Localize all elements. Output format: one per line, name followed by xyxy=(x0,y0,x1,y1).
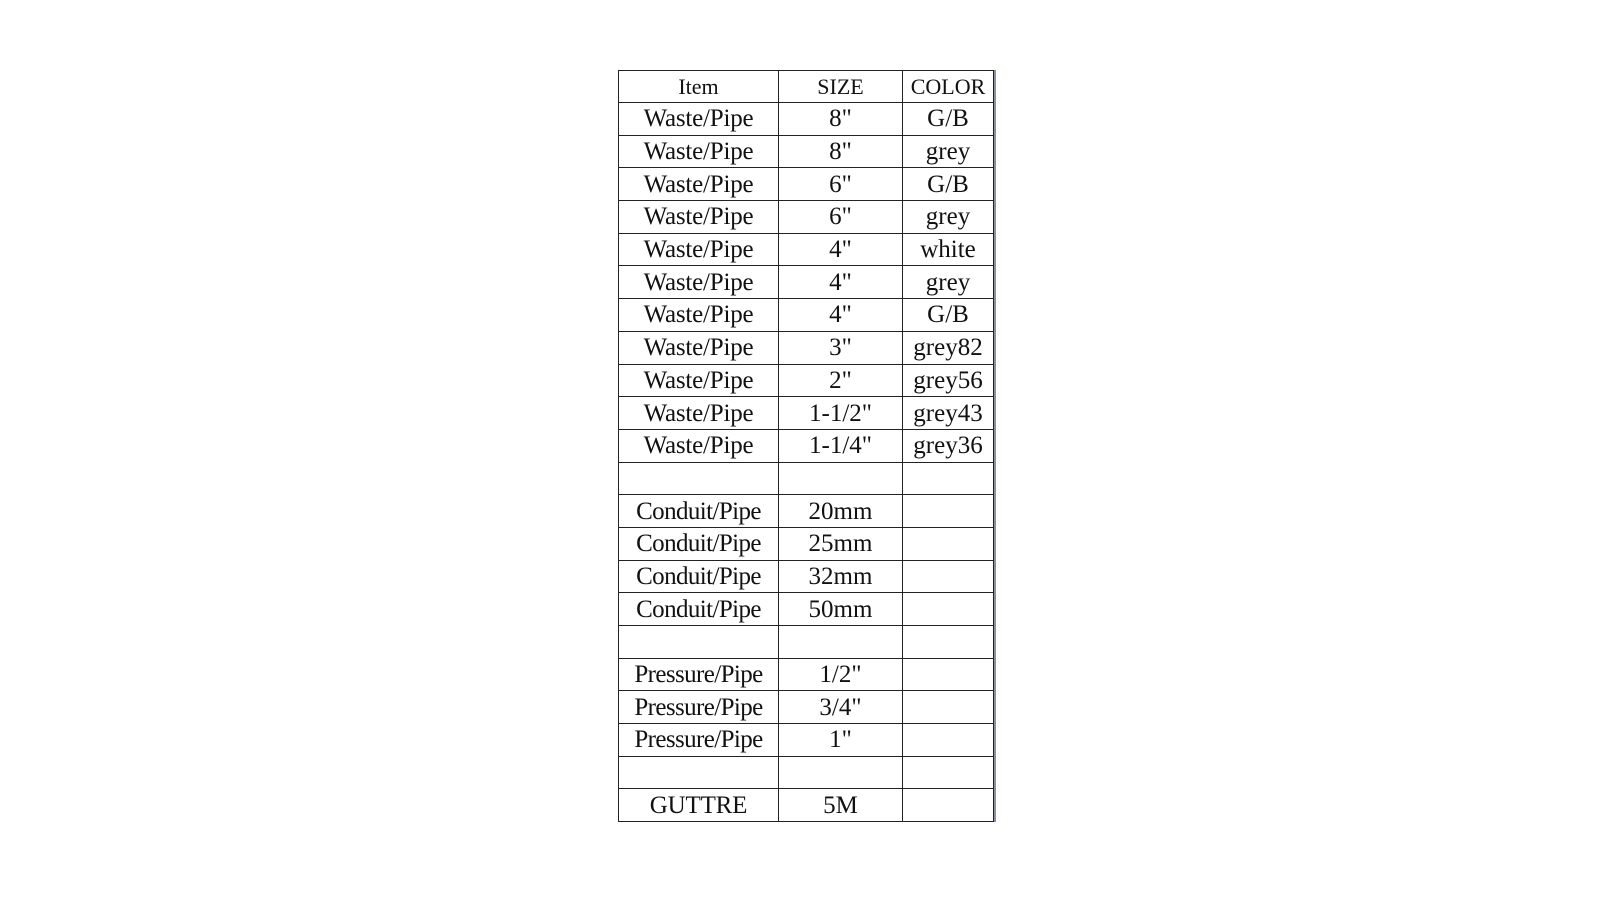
item-cell: Conduit/Pipe xyxy=(619,593,779,626)
table-row xyxy=(619,168,994,201)
item-cell: Conduit/Pipe xyxy=(619,495,779,528)
color-cell xyxy=(903,560,994,593)
size-cell: 8" xyxy=(779,135,903,168)
table-row xyxy=(619,724,994,757)
item-cell: Waste/Pipe xyxy=(619,168,779,201)
item-cell: Conduit/Pipe xyxy=(619,527,779,560)
item-cell: GUTTRE xyxy=(619,789,779,822)
item-cell: Waste/Pipe xyxy=(619,201,779,234)
item-cell: Waste/Pipe xyxy=(619,233,779,266)
color-cell: grey xyxy=(903,266,994,299)
table-body xyxy=(619,103,994,822)
size-cell: 4" xyxy=(779,266,903,299)
size-cell: 20mm xyxy=(779,495,903,528)
item-cell xyxy=(619,462,779,495)
table-row xyxy=(619,233,994,266)
color-cell xyxy=(903,789,994,822)
pipe-inventory-table xyxy=(618,70,994,822)
size-cell: 6" xyxy=(779,201,903,234)
size-column-header: SIZE xyxy=(779,71,903,103)
table-row xyxy=(619,789,994,822)
item-cell: Waste/Pipe xyxy=(619,331,779,364)
item-cell: Pressure/Pipe xyxy=(619,658,779,691)
table-header-row xyxy=(619,71,994,103)
table-row xyxy=(619,299,994,332)
item-cell: Waste/Pipe xyxy=(619,364,779,397)
size-cell: 4" xyxy=(779,233,903,266)
size-cell: 50mm xyxy=(779,593,903,626)
color-cell xyxy=(903,495,994,528)
color-cell: white xyxy=(903,233,994,266)
size-cell: 32mm xyxy=(779,560,903,593)
item-cell xyxy=(619,756,779,789)
size-cell: 25mm xyxy=(779,527,903,560)
table-row xyxy=(619,364,994,397)
table-row xyxy=(619,495,994,528)
table-row xyxy=(619,266,994,299)
color-cell: G/B xyxy=(903,168,994,201)
color-cell: G/B xyxy=(903,103,994,136)
size-cell: 8" xyxy=(779,103,903,136)
table-row xyxy=(619,560,994,593)
table-row xyxy=(619,691,994,724)
item-cell: Pressure/Pipe xyxy=(619,724,779,757)
size-cell: 1-1/2" xyxy=(779,397,903,430)
table-row xyxy=(619,135,994,168)
size-cell: 1/2" xyxy=(779,658,903,691)
color-cell xyxy=(903,626,994,659)
table-row xyxy=(619,527,994,560)
size-cell: 1-1/4" xyxy=(779,429,903,462)
color-cell: G/B xyxy=(903,299,994,332)
pipe-inventory-sheet xyxy=(618,70,993,822)
item-column-header: Item xyxy=(619,71,779,103)
blank-row xyxy=(619,462,994,495)
item-cell: Waste/Pipe xyxy=(619,429,779,462)
color-cell: grey xyxy=(903,201,994,234)
size-cell: 1" xyxy=(779,724,903,757)
blank-row xyxy=(619,756,994,789)
item-cell: Waste/Pipe xyxy=(619,103,779,136)
size-cell xyxy=(779,756,903,789)
table-row xyxy=(619,103,994,136)
size-cell: 5M xyxy=(779,789,903,822)
item-cell: Waste/Pipe xyxy=(619,266,779,299)
color-cell xyxy=(903,724,994,757)
item-cell xyxy=(619,626,779,659)
color-cell xyxy=(903,527,994,560)
table-row xyxy=(619,397,994,430)
color-cell xyxy=(903,593,994,626)
table-row xyxy=(619,593,994,626)
table-row xyxy=(619,201,994,234)
size-cell: 4" xyxy=(779,299,903,332)
color-cell xyxy=(903,756,994,789)
item-cell: Waste/Pipe xyxy=(619,135,779,168)
color-cell xyxy=(903,658,994,691)
blank-row xyxy=(619,626,994,659)
color-cell xyxy=(903,462,994,495)
table-row xyxy=(619,331,994,364)
size-cell: 3" xyxy=(779,331,903,364)
color-cell: grey56 xyxy=(903,364,994,397)
table-row xyxy=(619,429,994,462)
color-cell: grey xyxy=(903,135,994,168)
size-cell: 3/4" xyxy=(779,691,903,724)
item-cell: Waste/Pipe xyxy=(619,397,779,430)
item-cell: Waste/Pipe xyxy=(619,299,779,332)
color-column-header: COLOR xyxy=(903,71,994,103)
sheet-right-edge xyxy=(994,70,996,822)
item-cell: Conduit/Pipe xyxy=(619,560,779,593)
size-cell xyxy=(779,462,903,495)
table-row xyxy=(619,658,994,691)
size-cell: 2" xyxy=(779,364,903,397)
color-cell: grey43 xyxy=(903,397,994,430)
size-cell: 6" xyxy=(779,168,903,201)
color-cell: grey36 xyxy=(903,429,994,462)
item-cell: Pressure/Pipe xyxy=(619,691,779,724)
color-cell: grey82 xyxy=(903,331,994,364)
color-cell xyxy=(903,691,994,724)
size-cell xyxy=(779,626,903,659)
